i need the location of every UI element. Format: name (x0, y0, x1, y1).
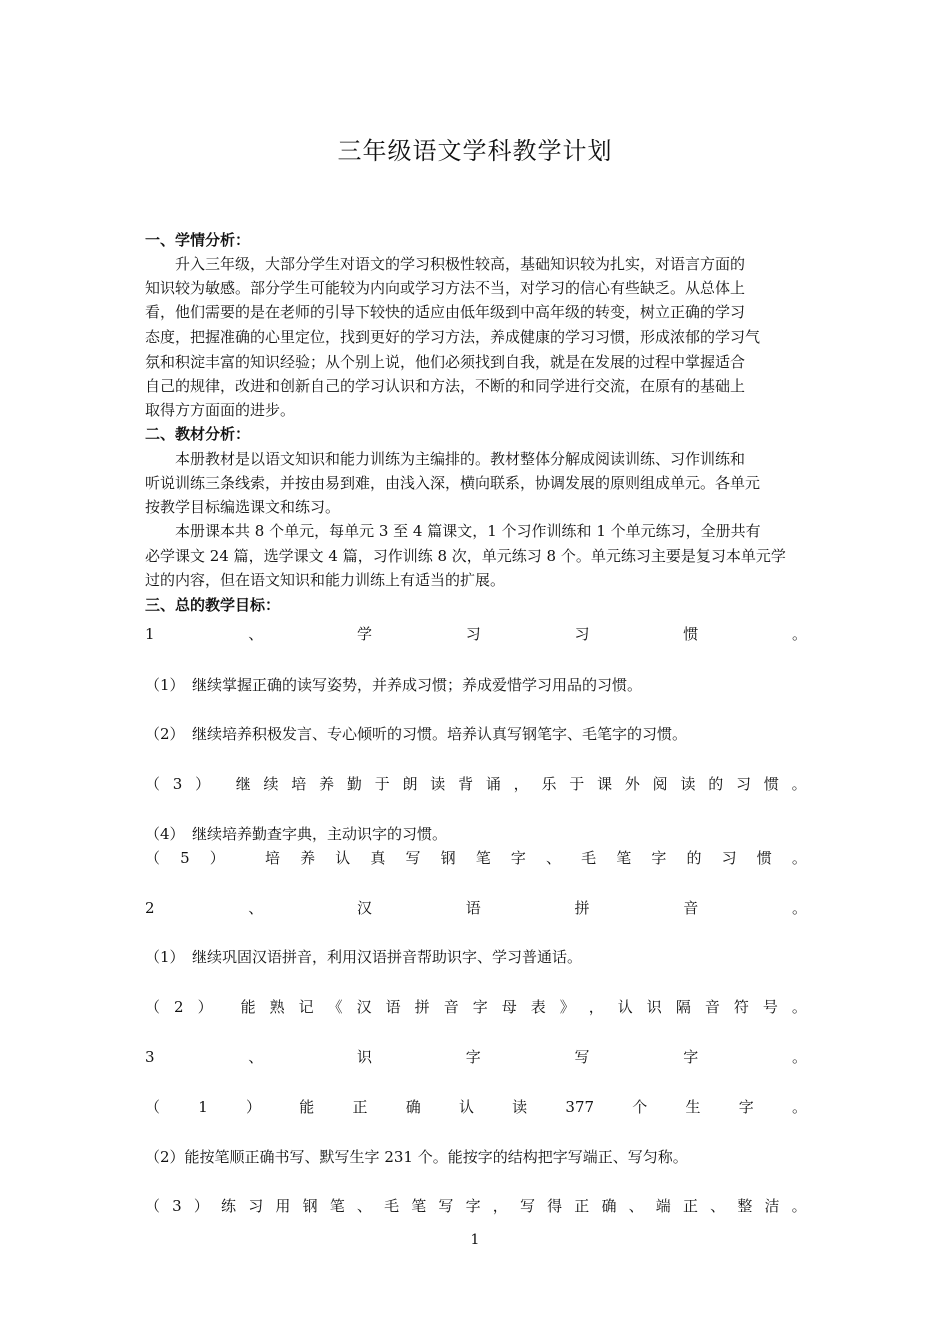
justified-token: 写 (438, 1197, 454, 1215)
justified-token: 认 (617, 998, 633, 1016)
justified-token: 、 (546, 849, 562, 867)
justified-token: 诵 (485, 775, 501, 793)
justified-token: 整 (737, 1197, 753, 1215)
paragraph-line: 本册教材是以语文知识和能力训练为主编排的。教材整体分解成阅读训练、习作训练和 (145, 450, 746, 468)
justified-token: 背 (458, 775, 474, 793)
justified-token: 继 (235, 775, 251, 793)
section-heading-1: 一、学情分析： (145, 231, 251, 249)
justified-token: 阅 (652, 775, 668, 793)
justified-token: 乐 (541, 775, 557, 793)
justified-token: 生 (685, 1098, 701, 1116)
justified-token: 认 (335, 849, 351, 867)
justified-token: 读 (512, 1098, 528, 1116)
justified-token: 符 (733, 998, 749, 1016)
justified-token: 、 (628, 1197, 644, 1215)
justified-token: 377 (565, 1098, 595, 1116)
justified-token: ， (492, 1197, 508, 1215)
justified-token: 读 (680, 775, 696, 793)
justified-token: 3 (145, 1048, 155, 1066)
justified-token: （ (145, 1197, 161, 1215)
justified-token: 端 (655, 1197, 671, 1215)
goal-3-item-3 (145, 1194, 807, 1218)
justified-token: 的 (686, 849, 702, 867)
justified-token: 得 (547, 1197, 563, 1215)
justified-token: 3 (172, 1197, 182, 1215)
justified-token: 习 (721, 849, 737, 867)
justified-token: 毛 (384, 1197, 400, 1215)
justified-token: 字 (465, 1197, 481, 1215)
page-number: 1 (470, 1232, 480, 1248)
justified-token: ， (588, 998, 604, 1016)
section-heading-2: 二、教材分析： (145, 425, 251, 443)
justified-token: 字 (651, 849, 667, 867)
justified-token: 》 (559, 998, 575, 1016)
justified-token: 的 (708, 775, 724, 793)
justified-token: 1 (145, 625, 155, 643)
justified-token: 汉 (356, 998, 372, 1016)
justified-token: 语 (465, 899, 481, 917)
justified-token: 。 (791, 1197, 807, 1215)
paragraph-line: 过的内容，但在语文知识和能力训练上有适当的扩展。 (145, 571, 506, 589)
justified-token: 、 (356, 1197, 372, 1215)
goal-3-heading (145, 1045, 807, 1069)
justified-token: 拼 (414, 998, 430, 1016)
justified-token: 。 (791, 998, 807, 1016)
justified-token: 。 (791, 1048, 807, 1066)
justified-token: 。 (791, 849, 807, 867)
section-heading-3: 三、总的教学目标： (145, 596, 281, 614)
justified-token: 2 (174, 998, 184, 1016)
justified-token: 养 (300, 849, 316, 867)
justified-token: 认 (458, 1098, 474, 1116)
goal-1-heading (145, 622, 807, 646)
paragraph-line: 听说训练三条线索，并按由易到难，由浅入深，横向联系，协调发展的原则组成单元。各单元 (145, 474, 761, 492)
justified-token: 字 (683, 1048, 699, 1066)
justified-token: 正 (352, 1098, 368, 1116)
justified-token: ） (209, 849, 225, 867)
justified-token: 惯 (763, 775, 779, 793)
goal-2-item-1: （1） 继续巩固汉语拼音，利用汉语拼音帮助识字、学习普通话。 (145, 948, 583, 966)
document-title: 三年级语文学科教学计划 (337, 137, 613, 165)
justified-token: （ (145, 1098, 161, 1116)
paragraph-line: 看，他们需要的是在老师的引导下较快的适应由低年级到中高年级的转变，树立正确的学习 (145, 303, 746, 321)
justified-token: ） (246, 1098, 262, 1116)
justified-token: 养 (319, 775, 335, 793)
justified-token: 能 (299, 1098, 315, 1116)
justified-token: 习 (736, 775, 752, 793)
justified-token: 朗 (402, 775, 418, 793)
justified-token: 2 (145, 899, 155, 917)
justified-token: （ (145, 998, 161, 1016)
justified-token: 确 (405, 1098, 421, 1116)
justified-token: 洁 (764, 1197, 780, 1215)
justified-token: 正 (682, 1197, 698, 1215)
goal-2-heading (145, 896, 807, 920)
justified-token: 。 (791, 899, 807, 917)
justified-token: 练 (221, 1197, 237, 1215)
justified-token: 。 (791, 1098, 807, 1116)
goal-1-item-2: （2） 继续培养积极发言、专心倾听的习惯。培养认真写钢笔字、毛笔字的习惯。 (145, 725, 688, 743)
goal-1-item-1: （1） 继续掌握正确的读写姿势，并养成习惯；养成爱惜学习用品的习惯。 (145, 676, 643, 694)
justified-token: 。 (791, 775, 807, 793)
goal-1-item-3 (145, 772, 807, 796)
justified-token: （ (145, 775, 161, 793)
justified-token: 于 (569, 775, 585, 793)
justified-token: 音 (683, 899, 699, 917)
goal-1-item-5 (145, 846, 807, 870)
justified-token: 写 (519, 1197, 535, 1215)
justified-token: 音 (443, 998, 459, 1016)
paragraph-line: 升入三年级，大部分学生对语文的学习积极性较高，基础知识较为扎实，对语言方面的 (145, 255, 746, 273)
justified-token: 惯 (756, 849, 772, 867)
justified-token: 表 (530, 998, 546, 1016)
justified-token: 写 (574, 1048, 590, 1066)
justified-token: ） (195, 775, 211, 793)
justified-token: （ (145, 849, 161, 867)
justified-token: 确 (601, 1197, 617, 1215)
justified-token: 识 (646, 998, 662, 1016)
paragraph-line: 态度，把握准确的心里定位，找到更好的学习方法，养成健康的学习习惯，形成浓郁的学习气 (145, 328, 761, 346)
justified-token: 《 (327, 998, 343, 1016)
justified-token: 于 (374, 775, 390, 793)
justified-token: 习 (465, 625, 481, 643)
justified-token: 笔 (329, 1197, 345, 1215)
justified-token: 培 (265, 849, 281, 867)
justified-token: 、 (248, 899, 264, 917)
justified-token: 汉 (357, 899, 373, 917)
justified-token: ） (193, 1197, 209, 1215)
justified-token: 字 (465, 1048, 481, 1066)
justified-token: 字 (510, 849, 526, 867)
paragraph-line: 知识较为敏感。部分学生可能较为内向或学习方法不当，对学习的信心有些缺乏。从总体上 (145, 279, 746, 297)
justified-token: 外 (624, 775, 640, 793)
justified-token: 、 (248, 1048, 264, 1066)
paragraph-line: 氛和积淀丰富的知识经验；从个别上说，他们必须找到自我，就是在发展的过程中掌握适合 (145, 353, 746, 371)
justified-token: 笔 (616, 849, 632, 867)
justified-token: 钢 (440, 849, 456, 867)
paragraph-line: 自己的规律，改进和创新自己的学习认识和方法，不断的和同学进行交流，在原有的基础上 (145, 377, 746, 395)
justified-token: 熟 (269, 998, 285, 1016)
justified-token: 用 (275, 1197, 291, 1215)
justified-token: 课 (597, 775, 613, 793)
justified-token: 语 (385, 998, 401, 1016)
justified-token: 续 (263, 775, 279, 793)
justified-token: ， (513, 775, 529, 793)
justified-token: 拼 (574, 899, 590, 917)
justified-token: 音 (704, 998, 720, 1016)
goal-1-item-4: （4） 继续培养勤查字典，主动识字的习惯。 (145, 825, 448, 843)
justified-token: 钢 (302, 1197, 318, 1215)
justified-token: ） (197, 998, 213, 1016)
justified-token: 5 (180, 849, 190, 867)
justified-token: 学 (357, 625, 373, 643)
justified-token: 能 (240, 998, 256, 1016)
justified-token: 培 (291, 775, 307, 793)
justified-token: 毛 (581, 849, 597, 867)
justified-token: 读 (430, 775, 446, 793)
justified-token: 识 (357, 1048, 373, 1066)
justified-token: 笔 (475, 849, 491, 867)
justified-token: 、 (248, 625, 264, 643)
goal-3-item-1 (145, 1095, 807, 1119)
justified-token: 惯 (683, 625, 699, 643)
justified-token: 正 (574, 1197, 590, 1215)
justified-token: 写 (405, 849, 421, 867)
goal-3-item-2: （2）能按笔顺正确书写、默写生字 231 个。能按字的结构把字写端正、写匀称。 (145, 1148, 688, 1166)
justified-token: 笔 (411, 1197, 427, 1215)
justified-token: 勤 (346, 775, 362, 793)
justified-token: 号 (762, 998, 778, 1016)
justified-token: 3 (172, 775, 183, 793)
paragraph-line: 本册课本共 8 个单元，每单元 3 至 4 篇课文，1 个习作训练和 1 个单元练习，全册共有 (145, 522, 761, 540)
justified-token: 。 (791, 625, 807, 643)
paragraph-line: 取得方方面面的进步。 (145, 401, 296, 419)
justified-token: 字 (472, 998, 488, 1016)
justified-token: 1 (198, 1098, 208, 1116)
justified-token: 个 (632, 1098, 648, 1116)
goal-2-item-2 (145, 995, 807, 1019)
justified-token: 母 (501, 998, 517, 1016)
justified-token: 真 (370, 849, 386, 867)
paragraph-line: 必学课文 24 篇，选学课文 4 篇，习作训练 8 次，单元练习 8 个。单元练习主要是复习本单元学 (145, 547, 786, 565)
justified-token: 记 (298, 998, 314, 1016)
justified-token: 习 (248, 1197, 264, 1215)
justified-token: 、 (710, 1197, 726, 1215)
justified-token: 习 (574, 625, 590, 643)
paragraph-line: 按教学目标编选课文和练习。 (145, 498, 341, 516)
justified-token: 字 (738, 1098, 754, 1116)
justified-token: 隔 (675, 998, 691, 1016)
